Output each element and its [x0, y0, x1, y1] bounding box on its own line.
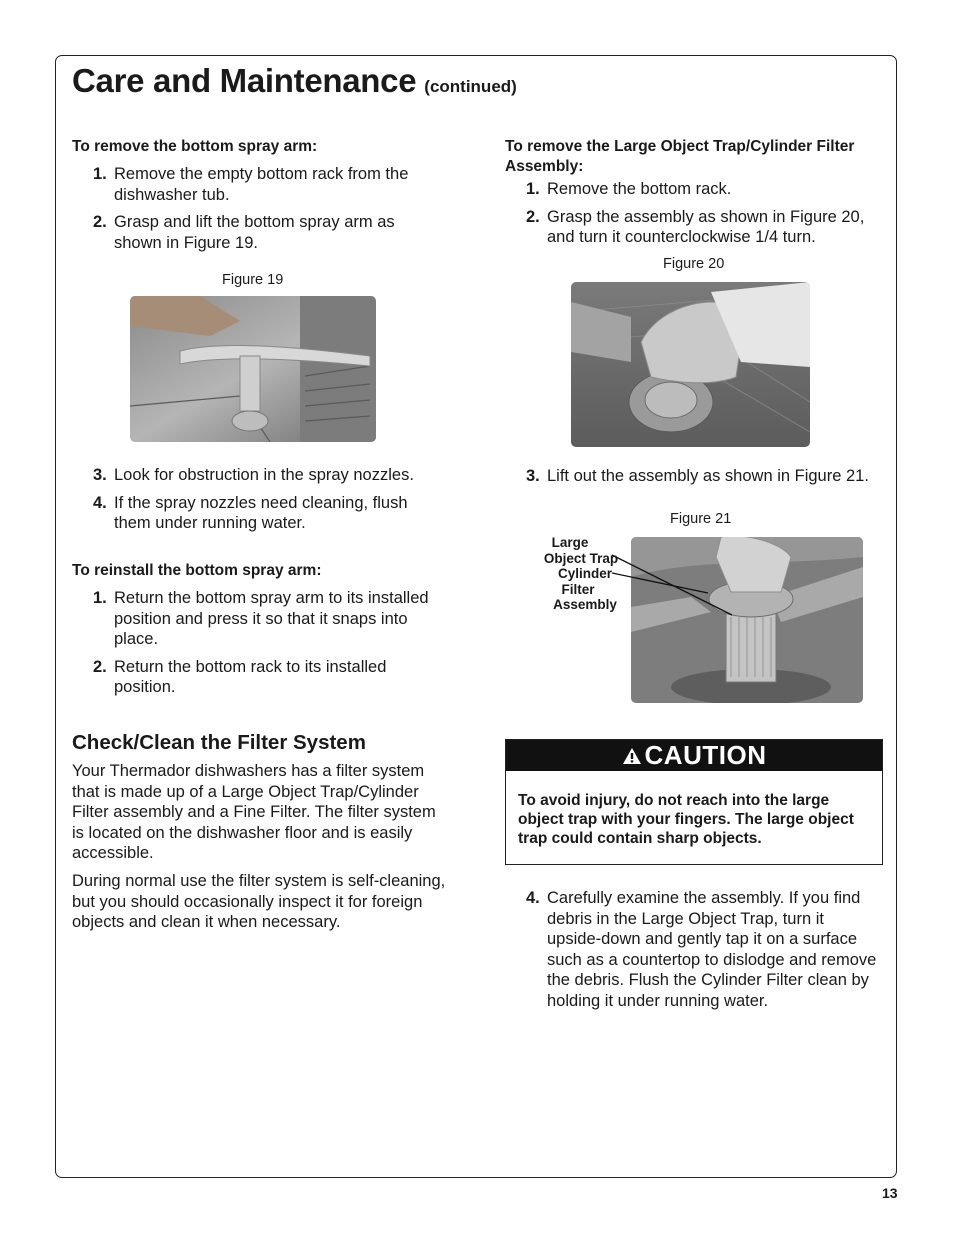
- step-text: Look for obstruction in the spray nozzles.: [114, 466, 414, 484]
- figure21-caption: Figure 21: [670, 511, 732, 527]
- callout-line: Cylinder: [557, 566, 612, 581]
- step-text: Return the bottom spray arm to its installed position and press it so that it snaps into place.: [114, 589, 429, 648]
- caution-text: To avoid injury, do not reach into the large object trap with your fingers. The large object trap could contain sharp objects.: [518, 792, 854, 847]
- callout-line: Large: [551, 535, 589, 550]
- caution-box: [505, 739, 883, 865]
- step-text: Carefully examine the assembly. If you find debris in the Large Object Trap, turn it upside-down and gently tap it on a surface such as a countertop to dislodge and remove the debris. Flush the Cylinder Filter clean by holding it under running water.: [547, 889, 877, 1010]
- list-item: [93, 164, 438, 205]
- reinstall-spray-arm-steps: [93, 588, 448, 705]
- list-item: [93, 493, 448, 534]
- warning-triangle-icon: [622, 747, 642, 765]
- page-number: 13: [882, 1185, 898, 1201]
- caution-title: CAUTION: [644, 740, 767, 770]
- step-number: 4.: [526, 889, 540, 907]
- step-number: 3.: [526, 467, 540, 485]
- list-item: [526, 888, 881, 1011]
- trap-grasp-photo-illustration: [571, 282, 810, 447]
- spray-arm-cleaning-steps: [93, 465, 448, 541]
- caution-header: [506, 740, 882, 771]
- step-number: 1.: [93, 589, 107, 607]
- step-text: Return the bottom rack to its installed position.: [114, 657, 387, 696]
- filter-system-paragraph-1: Your Thermador dishwashers has a filter system that is made up of a Large Object Trap/Cylinder Filter assembly and a Fine Filter. The filter system is located on the dishwasher floor and is easily accessible.: [72, 762, 436, 862]
- lift-assembly-steps: [526, 466, 871, 494]
- callout-line: Object Trap: [543, 550, 619, 566]
- list-item: [93, 657, 448, 698]
- filter-system-heading: Check/Clean the Filter System: [72, 731, 366, 754]
- page-title: [72, 62, 517, 100]
- list-item: [93, 588, 448, 650]
- figure20-caption: Figure 20: [663, 256, 725, 272]
- step-text: Grasp the assembly as shown in Figure 20, and turn it counterclockwise 1/4 turn.: [547, 207, 865, 246]
- filter-system-paragraph-2: During normal use the filter system is self-cleaning, but you should occasionally inspect it for foreign objects and clean it when necessary.: [72, 872, 446, 931]
- list-item: [526, 466, 871, 487]
- remove-trap-steps: [526, 179, 886, 255]
- step-text: Remove the bottom rack.: [547, 180, 732, 198]
- step-number: 3.: [93, 466, 107, 484]
- figure19-photo: [130, 296, 376, 442]
- step-number: 2.: [93, 657, 107, 676]
- reinstall-spray-arm-heading: To reinstall the bottom spray arm:: [72, 562, 322, 579]
- list-item: [526, 207, 886, 248]
- step-text: Grasp and lift the bottom spray arm as shown in Figure 19.: [114, 213, 395, 252]
- step-number: 1.: [526, 180, 540, 198]
- step-text: Remove the empty bottom rack from the dishwasher tub.: [114, 165, 409, 204]
- callout-leader-line: [612, 573, 708, 593]
- step-text: Lift out the assembly as shown in Figure 21.: [547, 467, 869, 485]
- examine-assembly-steps: [526, 888, 881, 1018]
- step-number: 2.: [93, 213, 107, 231]
- title-main: Care and Maintenance: [72, 62, 417, 99]
- remove-trap-heading: To remove the Large Object Trap/Cylinder Filter Assembly:: [505, 138, 855, 175]
- callout-line: Assembly: [553, 597, 617, 612]
- step-number: 4.: [93, 493, 107, 512]
- list-item: [93, 212, 438, 253]
- title-continued: (continued): [424, 77, 517, 96]
- step-number: 1.: [93, 165, 107, 183]
- figure20-photo: [571, 282, 810, 447]
- remove-spray-arm-steps: [93, 164, 438, 260]
- list-item: [93, 465, 448, 486]
- remove-spray-arm-heading: To remove the bottom spray arm:: [72, 138, 318, 155]
- figure19-caption: Figure 19: [222, 272, 284, 288]
- step-number: 2.: [526, 207, 540, 226]
- step-text: If the spray nozzles need cleaning, flush them under running water.: [114, 493, 408, 532]
- callout-line: Filter: [561, 581, 595, 597]
- callout-leader-lines: [600, 545, 740, 625]
- spray-arm-photo-illustration: [130, 296, 376, 442]
- list-item: [526, 179, 886, 200]
